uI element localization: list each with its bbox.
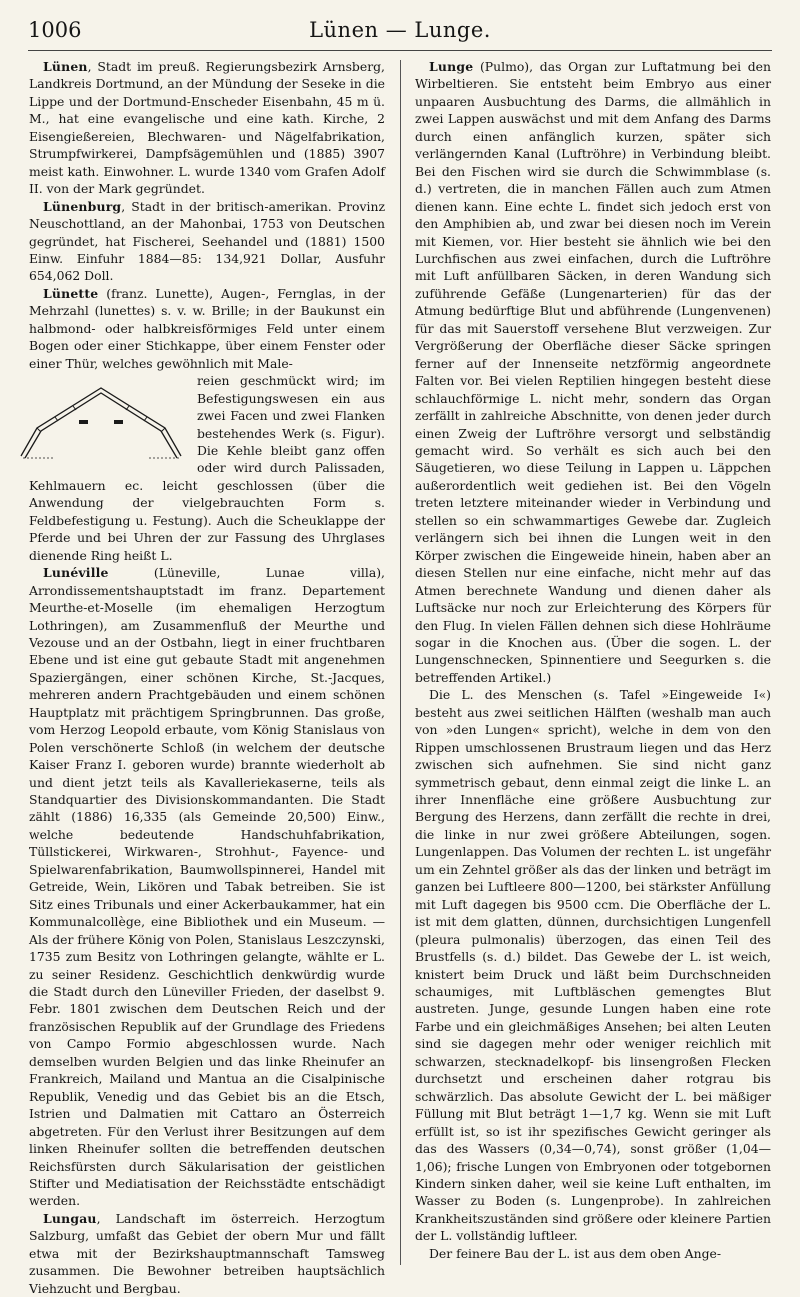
entry-text: (Lüneville, Lunae villa), Arrondissementshauptstadt im franz. Departement Meurthe-et-Moselle (im ehemaligen Herzogtum Lothringen), am Zusammenfluß der Meurthe und Vezouse und an der Ostbahn, liegt in einer fruchtbaren Ebene und ist eine gut gebaute Stadt mit angenehmen Spaziergängen, einer schönen Kirche, St.-Jacques, mehreren andern Prachtgebäuden und einem schönen Hauptplatz mit prächtigem Springbrunnen. Das große, vom Herzog Leopold erbaute, vom König Stanislaus von Polen verschönerte Schloß (in welchem der deutsche Kaiser Franz I. geboren wurde) brannte wiederholt ab und dient jetzt teils als Kavalleriekaserne, teils als Standquartier des Divisionskommandanten. Die Stadt zählt (1886) 16,335 (als Gemeinde 20,500) Einw., welche bedeutende Handschuhfabrikation, Tüllstickerei, Wirkwaren-, Strohhut-, Fayence- und Spielwarenfabrikation, Baumwollspinnerei, Handel mit Getreide, Wein, Likören und Tabak betreiben. Sie ist Sitz eines Tribunals und einer Ackerbaukammer, hat ein Kommunalcollège, eine Bibliothek und ein Museum. — Als der frühere König von Polen, Stanislaus Leszczynski, 1735 zum Besitz von Lothringen gelangte, wählte er L. zu seiner Residenz. Geschichtlich denkwürdig wurde die Stadt durch den Lüneviller Frieden, der daselbst 9. Febr. 1801 zwischen dem Deutschen Reich und der französischen Republik auf der Grundlage des Friedens von Campo Formio abgeschlossen wurde. Nach demselben wurden Belgien und das linke Rheinufer an Frankreich, Mailand und Mantua an die Cisalpinische Republik, Venedig und das Gebiet bis an die Etsch, Istrien und Dalmatien mit Cattaro an Österreich abgetreten. Für den Verlust ihrer Besitzungen auf dem linken Rheinufer sollten die betreffenden deutschen Reichsfürsten durch Säkularisation der geistlichen Stifter und Mediatisation der Reichsstädte entschädigt werden. <box>29 565 385 1209</box>
paragraph-menschen: Die L. des Menschen (s. Tafel »Eingeweide I«) besteht aus zwei seitlichen Hälften (weshalb man auch von »den Lungen« spricht), welche in dem von den Rippen umschlossenen Brustraum liegen und das Herz zwischen sich aufnehmen. Sie sind nicht ganz symmetrisch gebaut, denn einmal zeigt die linke L. an ihrer Innenfläche eine größere Ausbuchtung zur Bergung des Herzens, dann zerfällt die rechte in drei, die linke in nur zwei größere Abteilungen, sogen. Lungenlappen. Das Volumen der rechten L. ist ungefähr um ein Zehntel größer als das der linken und beträgt im ganzen bei Luftleere 800—1200, bei stärkster Anfüllung mit Luft dagegen bis 9500 ccm. Die Oberfläche der L. ist mit dem glatten, dünnen, durchsichtigen Lungenfell (pleura pulmonalis) überzogen, das einen Teil des Brustfells (s. d.) bildet. Das Gewebe der L. ist weich, knistert beim Druck und läßt beim Durchschneiden schaumiges, mit Luftbläschen gemengtes Blut austreten. Junge, gesunde Lungen haben eine rote Farbe und ein gleichmäßiges Ansehen; bei alten Leuten sind sie dagegen mehr oder weniger reichlich mit schwarzen, stecknadelkopf- bis linsengroßen Flecken durchsetzt und erscheinen daher rotgrau bis schwärzlich. Das absolute Gewicht der L. bei mäßiger Füllung mit Blut beträgt 1—1,7 kg. Wenn sie mit Luft erfüllt ist, so ist ihr spezifisches Gewicht geringer als das des Wassers (0,34—0,74), sonst größer (1,04—1,06); frische Lungen von Embryonen oder totgebornen Kindern sinken daher, weil sie keine Luft enthalten, im Wasser zu Boden (s. Lungenprobe). In zahlreichen Krankheitszuständen sind größere oder kleinere Partien der L. vollständig luftleer. <box>415 687 771 1244</box>
entry-lemma: Lünenburg <box>43 198 122 214</box>
entry-lungau <box>29 1210 385 1297</box>
entry-lemma: Lunge <box>429 59 474 74</box>
luenette-figure-block <box>29 372 385 564</box>
page-number: 1006 <box>28 18 82 42</box>
fortification-plan-icon <box>15 376 187 462</box>
entry-lunge <box>415 58 771 686</box>
entry-luenenburg <box>29 198 385 285</box>
right-column <box>415 58 771 1263</box>
page-header <box>28 18 772 51</box>
entry-text-continued: reien geschmückt wird; im Befestigungswesen ein aus zwei Facen und zwei Flanken bestehendes Werk (s. Figur). Die Kehle bleibt ganz offen oder wird durch Palissaden, Kehlmauern ec. leicht geschlossen (über die Anwendung der vielgebrauchten Form s. Feldbefestigung u. Festung). Auch die Scheuklappe der Pferde und bei Uhren der zur Fassung des Uhrglases dienende Ring heißt L. <box>29 373 385 563</box>
entry-text: (Pulmo), das Organ zur Luftatmung bei den Wirbeltieren. Sie entsteht beim Embryo aus einer unpaaren Ausbuchtung des Darms, die allmählich in zwei Lappen auswächst und mit dem Anfang des Darms durch einen anfänglich kurzen, später sich verlängernden Kanal (Luftröhre) in Verbindung bleibt. Bei den Fischen wird sie durch die Schwimmblase (s. d.) vertreten, die in manchen Fällen auch zum Atmen dienen kann. Eine echte L. findet sich jedoch erst von den Amphibien ab, und zwar bei diesen noch im Verein mit Kiemen, vor. Hier besteht sie ähnlich wie bei den Lurchfischen aus zwei einfachen, durch die Luftröhre mit Luft anfüllbaren Säcken, in deren Wandung sich zuführende Gefäße (Lungenarterien) für das der Atmung bedürftige Blut und abführende (Lungenvenen) für das mit Sauerstoff versehene Blut verzweigen. Zur Vergrößerung der Oberfläche dieser Säcke springen ferner auf der Innenseite netzförmig angeordnete Falten vor. Bei vielen Reptilien hingegen besteht diese schlauchförmige L. nicht mehr, sondern das Organ zerfällt in zahlreiche Abschnitte, von denen jeder durch einen Zweig der Luftröhre versorgt und selbständig gemacht wird. So verhält es sich auch bei den Säugetieren, wo diese Teilung in Lappen u. Läppchen außerordentlich weit gediehen ist. Bei den Vögeln treten letztere miteinander wieder in Verbindung und stellen so ein schwammartiges Gewebe dar. Zugleich verlängern sich bei ihnen die Lungen weit in den Körper zwischen die Eingeweide hinein, haben aber an diesen Stellen nur eine einfache, nicht mehr auf das Atmen berechnete Wandung und dienen daher als Luftsäcke nur noch zur Erleichterung des Körpers für den Flug. In vielen Fällen dehnen sich diese Hohlräume sogar in die Knochen aus. (Über die sogen. L. der Lungenschnecken, Spinnentiere und Seegurken s. die betreffenden Artikel.) <box>415 59 771 685</box>
left-column <box>29 58 385 1296</box>
column-divider <box>400 60 401 1265</box>
entry-text: (franz. Lunette), Augen-, Fernglas, in der Mehrzahl (lunettes) s. v. w. Brille; in der Baukunst ein halbmond- oder halbkreisförmiges Feld unter einem Bogen oder einer Stichkappe, über einem Fenster oder einer Thür, welches gewöhnlich mit Male- <box>29 285 385 371</box>
luenette-fortification-figure <box>15 376 187 462</box>
entry-text: , Landschaft im österreich. Herzogtum Salzburg, umfaßt das Gebiet der obern Mur und fällt etwa mit der Bezirkshauptmannschaft Tamsweg zusammen. Die Bewohner betreiben hauptsächlich Viehzucht und Bergbau. <box>29 1210 385 1296</box>
entry-luenette <box>29 285 385 372</box>
entry-lemma: Lünen <box>43 59 88 74</box>
entry-lemma: Lungau <box>43 1210 97 1226</box>
entry-lemma: Lünette <box>43 285 99 301</box>
running-head: Lünen — Lunge. <box>309 18 491 42</box>
entry-text: , Stadt im preuß. Regierungsbezirk Arnsberg, Landkreis Dortmund, an der Mündung der Seseke in die Lippe und der Dortmund-Enscheder Eisenbahn, 45 m ü. M., hat eine evangelische und eine kath. Kirche, 2 Eisengießereien, Blechwaren- und Nägelfabrikation, Strumpfwirkerei, Dampfsägemühlen und (1885) 3907 meist kath. Einwohner. L. wurde 1340 vom Grafen Adolf II. von der Mark gegründet. <box>29 59 385 197</box>
entry-luneville <box>29 564 385 1210</box>
paragraph-feinere-bau: Der feinere Bau der L. ist aus dem oben Ange- <box>429 1245 722 1261</box>
entry-text: , Stadt in der britisch-amerikan. Provinz Neuschottland, an der Mahonbai, 1753 von Deutschen gegründet, hat Fischerei, Seehandel und (1881) 1500 Einw. Einfuhr 1884—85: 134,921 Dollar, Ausfuhr 654,062 Doll. <box>29 198 385 284</box>
entry-lemma: Lunéville <box>43 565 109 581</box>
entry-luenen <box>29 58 385 198</box>
